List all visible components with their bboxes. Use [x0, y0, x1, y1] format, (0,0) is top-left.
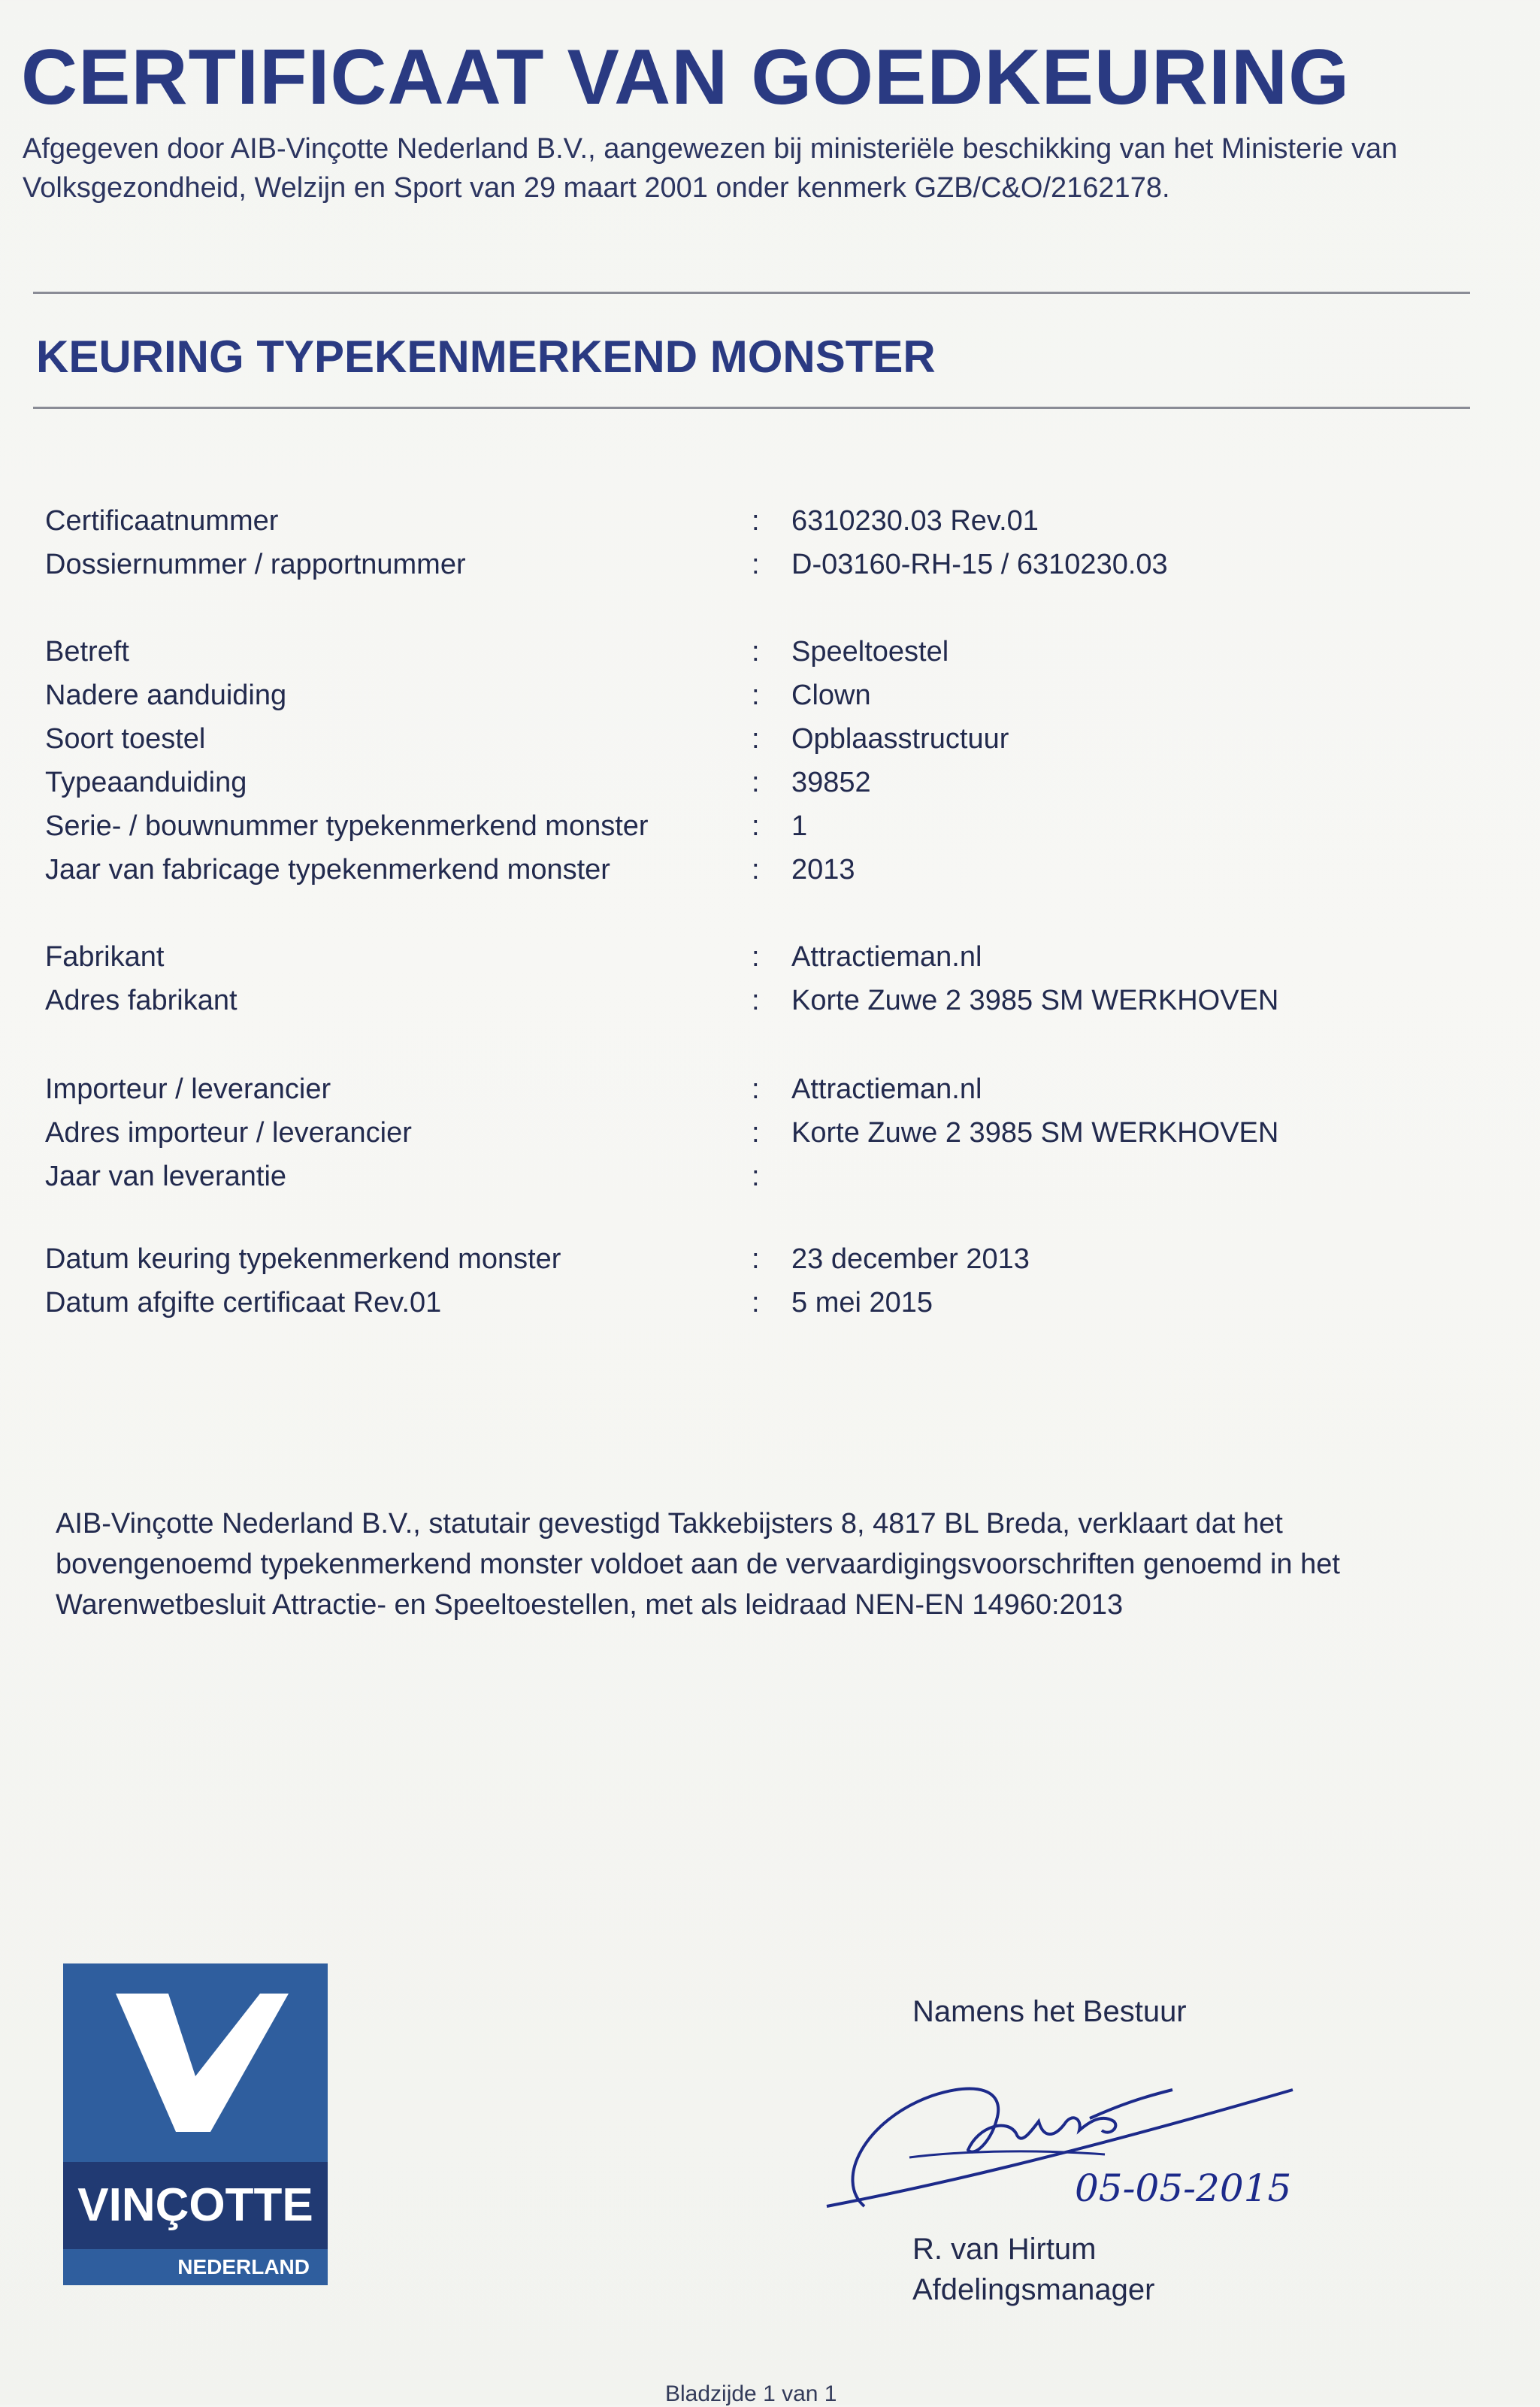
- field-separator: :: [752, 985, 760, 1016]
- field-label: Adres fabrikant: [45, 985, 238, 1016]
- field-row: [45, 935, 1473, 979]
- field-value: Korte Zuwe 2 3985 SM WERKHOVEN: [791, 1117, 1279, 1149]
- field-label: Jaar van fabricage typekenmerkend monster: [45, 854, 610, 886]
- field-row: [45, 499, 1473, 543]
- field-row: [45, 543, 1473, 586]
- field-value: Opblaasstructuur: [791, 723, 1009, 755]
- field-label: Certificaatnummer: [45, 505, 279, 537]
- checkmark-icon: [63, 1963, 328, 2162]
- issuer-intro: Afgegeven door AIB-Vinçotte Nederland B.V., aangewezen bij ministeriële beschikking van het Ministerie van Volksgezondheid, Welzijn en Sport van 29 maart 2001 onder kenmerk GZB/C&O/2162178.: [23, 133, 1398, 204]
- field-separator: :: [752, 1287, 760, 1319]
- field-separator: :: [752, 1117, 760, 1149]
- divider-top: [33, 292, 1470, 294]
- field-value: 6310230.03 Rev.01: [791, 505, 1039, 537]
- field-row: [45, 848, 1473, 892]
- field-value: Korte Zuwe 2 3985 SM WERKHOVEN: [791, 985, 1279, 1016]
- field-label: Nadere aanduiding: [45, 680, 287, 711]
- logo-brand: VINÇOTTE: [63, 2162, 328, 2249]
- field-separator: :: [752, 636, 760, 668]
- field-label: Adres importeur / leverancier: [45, 1117, 412, 1149]
- field-row: [45, 804, 1473, 848]
- field-row: [45, 1067, 1473, 1111]
- field-separator: :: [752, 549, 760, 580]
- field-separator: :: [752, 810, 760, 842]
- field-value: 5 mei 2015: [791, 1287, 933, 1319]
- field-row: [45, 630, 1473, 674]
- field-value: 1: [791, 810, 808, 842]
- section-title: KEURING TYPEKENMERKEND MONSTER: [36, 332, 936, 382]
- field-separator: :: [752, 680, 760, 711]
- field-label: Dossiernummer / rapportnummer: [45, 549, 466, 580]
- field-value: Attractieman.nl: [791, 941, 982, 973]
- conformity-statement: AIB-Vinçotte Nederland B.V., statutair gevestigd Takkebijsters 8, 4817 BL Breda, verklaart dat het bovengenoemd typekenmerkend monster voldoet aan de vervaardigingsvoorschriften genoemd in het Warenwetbesluit Attractie- en Speeltoestellen, met als leidraad NEN-EN 14960:2013: [56, 1508, 1340, 1621]
- field-value: 2013: [791, 854, 855, 886]
- field-label: Soort toestel: [45, 723, 206, 755]
- field-separator: :: [752, 854, 760, 886]
- field-separator: :: [752, 505, 760, 537]
- field-value: Speeltoestel: [791, 636, 949, 668]
- document-title: CERTIFICAAT VAN GOEDKEURING: [21, 34, 1351, 121]
- page-number: Bladzijde 1 van 1: [665, 2381, 837, 2406]
- field-value: 39852: [791, 767, 871, 798]
- field-label: Datum afgifte certificaat Rev.01: [45, 1287, 442, 1319]
- field-separator: :: [752, 941, 760, 973]
- handwritten-signature: [819, 2037, 1390, 2218]
- field-label: Typeaanduiding: [45, 767, 247, 798]
- signature-block: [909, 1992, 1481, 2323]
- logo-check-panel: [63, 1963, 328, 2162]
- signature-date: 05-05-2015: [1075, 2166, 1292, 2210]
- field-separator: :: [752, 767, 760, 798]
- field-row: [45, 1281, 1473, 1325]
- field-row: [45, 1155, 1473, 1198]
- field-label: Datum keuring typekenmerkend monster: [45, 1243, 561, 1275]
- field-value: 23 december 2013: [791, 1243, 1030, 1275]
- field-value: Attractieman.nl: [791, 1073, 982, 1105]
- field-label: Importeur / leverancier: [45, 1073, 331, 1105]
- vincotte-logo: [63, 1963, 328, 2285]
- field-label: Fabrikant: [45, 941, 165, 973]
- field-separator: :: [752, 1161, 760, 1192]
- field-row: [45, 717, 1473, 761]
- field-row: [45, 674, 1473, 717]
- field-row: [45, 1111, 1473, 1155]
- divider-bottom: [33, 407, 1470, 409]
- field-value: Clown: [791, 680, 871, 711]
- field-value: D-03160-RH-15 / 6310230.03: [791, 549, 1168, 580]
- field-row: [45, 1237, 1473, 1281]
- field-separator: :: [752, 723, 760, 755]
- signature-caption: Namens het Bestuur: [912, 1995, 1187, 2028]
- field-label: Betreft: [45, 636, 129, 668]
- field-row: [45, 979, 1473, 1022]
- logo-sub: NEDERLAND: [63, 2249, 328, 2285]
- field-row: [45, 761, 1473, 804]
- signer-role: Afdelingsmanager: [912, 2273, 1155, 2306]
- signer-name: R. van Hirtum: [912, 2233, 1097, 2266]
- field-separator: :: [752, 1073, 760, 1105]
- field-label: Jaar van leverantie: [45, 1161, 287, 1192]
- field-label: Serie- / bouwnummer typekenmerkend monster: [45, 810, 649, 842]
- field-separator: :: [752, 1243, 760, 1275]
